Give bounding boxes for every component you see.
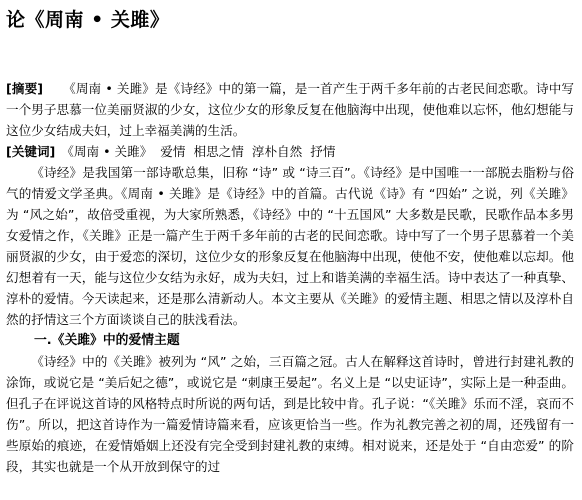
section-heading: 一.《关雎》中的爱情主题 <box>34 333 180 348</box>
abstract-text: 《周南 • 关雎》是《诗经》中的第一篇，是一首产生于两千多年前的古老民间恋歌。诗中写一个男子思慕一位美丽贤淑的少女，这位少女的形象反复在他脑海中出现，使他难以忘怀，他幻想能与这位少女结成夫妇，过上幸福美满的生活。 <box>6 81 575 138</box>
keywords-line <box>6 141 574 162</box>
title-spacer <box>6 42 574 78</box>
document-title: 论《周南 • 关雎》 <box>6 9 170 31</box>
intro-paragraph: 《诗经》是我国第一部诗歌总集，旧称 “诗” 或 “诗三百”。《诗经》是中国唯一一部脱去脂粉与俗气的情爱文学圣典。《周南 • 关雎》是《诗经》中的首篇。古代说《诗》有 “四始” 之说，列《关雎》为 “风之始”，故倍受重视，为大家所熟悉，《诗经》中的 “十五国风” 大多数是民歌，民歌作品本多男女爱情之作，《关雎》正是一篇产生于两千多年前的古老的民间恋歌。诗中写了一个男子思慕着一个美丽贤淑的少女，由于爱恋的深切，这位少女的形象反复在他脑海中出现，使他不安，使他难以忘却。他幻想着有一天，能与这位少女结为永好，成为夫妇，过上和谐美满的幸福生活。诗中表达了一种真挚、淳朴的爱情。今天读起来，还是那么清新动人。本文主要从《关雎》的爱情主题、相思之情以及淳朴自然的抒情这三个方面谈谈自己的肤浅看法。 <box>6 165 574 327</box>
keywords-tag: [关键词] <box>6 144 56 159</box>
abstract-tag: [摘要] <box>6 81 44 96</box>
keyword: 《周南 • 关雎》 <box>61 144 153 159</box>
section-paragraph: 《诗经》中的《关雎》被列为 “风” 之始，三百篇之冠。古人在解释这首诗时，曾进行封建礼教的涂饰，或说它是 “美后妃之德”，或说它是 “刺康王晏起”。名义上是 “以史证诗”，实际上是一种歪曲。但孔子在评说这首诗的风格特点时所说的两句话，到是比较中肯。孔子说：“《关雎》乐而不淫，哀而不伤”。所以，把这首诗作为一篇爱情诗篇来看，应该更恰当一些。作为礼教完善之初的周，还残留有一些原始的痕迹，在爱情婚姻上还没有完全受到封建礼教的束缚。相对说来，还是处于 “自由恋爱” 的阶段，其实也就是一个从开放到保守的过 <box>6 354 574 474</box>
abstract-paragraph <box>6 78 574 141</box>
keyword: 淳朴自然 <box>251 144 303 159</box>
keyword: 相思之情 <box>193 144 244 159</box>
keyword: 爱情 <box>160 144 186 159</box>
keyword: 抒情 <box>310 144 336 159</box>
